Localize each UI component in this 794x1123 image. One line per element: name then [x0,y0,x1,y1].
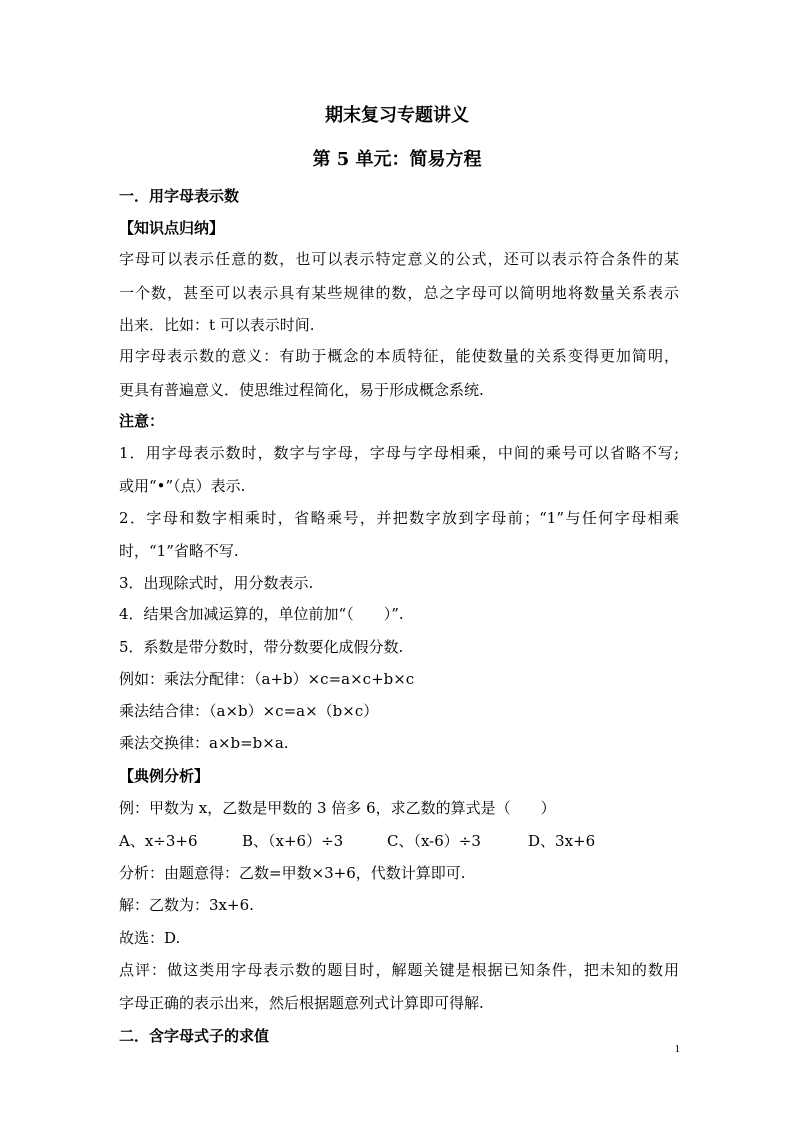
section-heading-1: 一．用字母表示数 [119,187,240,205]
answer-text: 故选：D. [119,929,181,947]
law-distributive: 例如：乘法分配律：（a+b）×c=a×c+b×c [119,670,415,688]
example-heading: 【典例分析】 [119,767,210,785]
option-d: D、3x+6 [528,832,596,850]
option-b: B、（x+6）÷3 [242,832,344,850]
paragraph-line: 字母可以表示任意的数，也可以表示特定意义的公式，还可以表示符合条件的某 [119,250,679,268]
note-item-4: 4．结果含加减运算的，单位前加“（ ）”. [119,605,404,623]
note-item-5: 5．系数是带分数时，带分数要化成假分数. [119,638,404,656]
solution-text: 解：乙数为：3x+6. [119,896,254,914]
document-subtitle: 第 5 单元：简易方程 [312,149,482,170]
answer-options [119,831,679,851]
section-heading-2: 二．含字母式子的求值 [119,1027,270,1045]
paragraph-line: 出来．比如：t 可以表示时间. [119,316,315,334]
paragraph-line: 更具有普遍意义．使思维过程简化，易于形成概念系统. [119,381,484,399]
note-item-2: 2．字母和数字相乘时，省略乘号，并把数字放到字母前；“1”与任何字母相乘 [119,509,679,527]
document-title: 期末复习专题讲义 [325,105,469,126]
option-a: A、x÷3+6 [119,832,198,850]
law-associative: 乘法结合律：（a×b）×c=a×（b×c） [119,702,379,720]
page-number: 1 [674,1043,680,1055]
paragraph-line: 一个数，甚至可以表示具有某些规律的数，总之字母可以简明地将数量关系表示 [119,284,679,302]
analysis-text: 分析：由题意得：乙数=甲数×3+6，代数计算即可. [119,864,466,882]
option-c: C、（x-6）÷3 [387,832,481,850]
paragraph-line: 用字母表示数的意义：有助于概念的本质特征，能使数量的关系变得更加简明， [119,347,679,365]
note-heading: 注意： [119,412,165,430]
knowledge-heading: 【知识点归纳】 [119,219,225,237]
note-item-1: 1．用字母表示数时，数字与字母，字母与字母相乘，中间的乘号可以省略不写; [119,444,679,462]
law-commutative: 乘法交换律：a×b=b×a. [119,734,289,752]
comment-text-continued: 字母正确的表示出来，然后根据题意列式计算即可得解. [119,994,484,1012]
note-item-3: 3．出现除式时，用分数表示. [119,574,314,592]
comment-text: 点评：做这类用字母表示数的题目时，解题关键是根据已知条件，把未知的数用 [119,961,679,979]
example-question: 例：甲数为 x，乙数是甲数的 3 倍多 6，求乙数的算式是（ ） [119,799,556,817]
note-item-2-continued: 时，“1”省略不写. [119,542,239,560]
note-item-1-continued: 或用“•”（点）表示. [119,477,246,495]
